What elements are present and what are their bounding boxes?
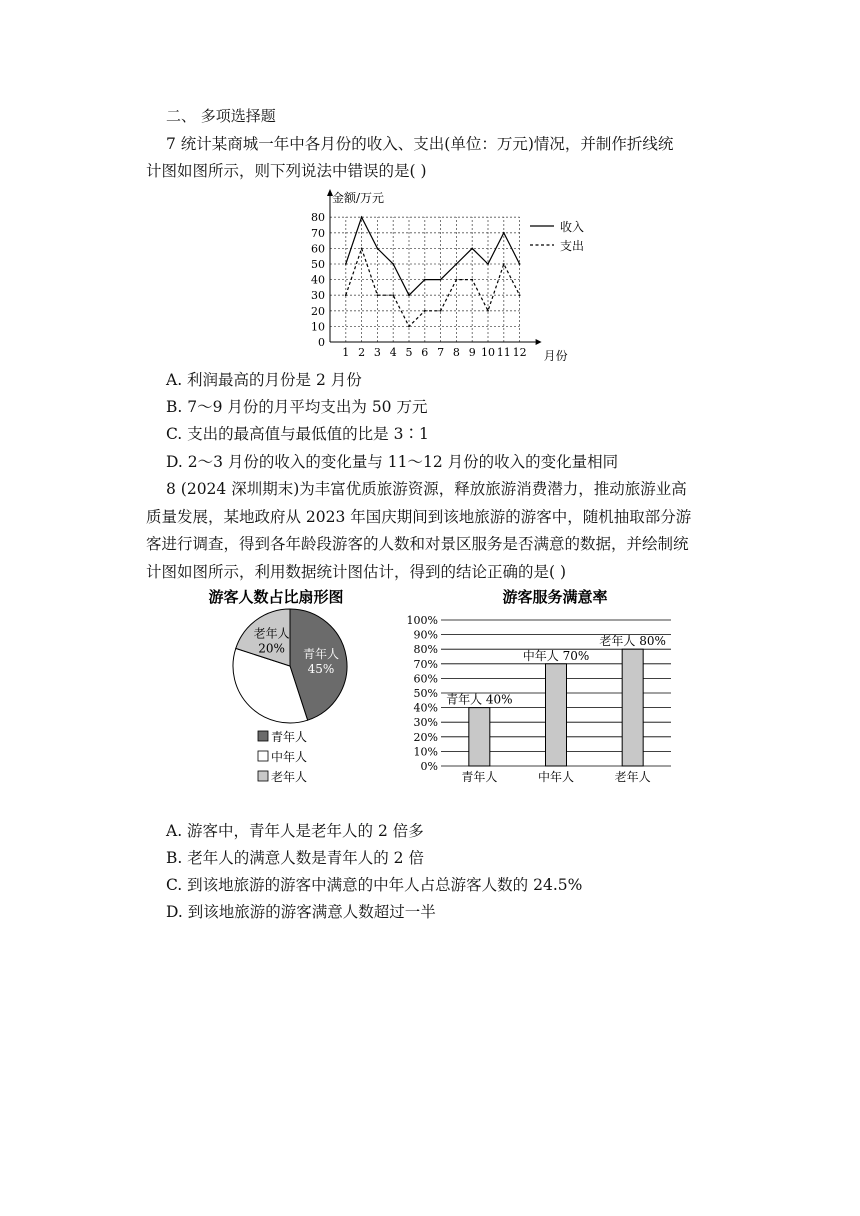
y-tick-label: 60% xyxy=(413,672,438,686)
data-point xyxy=(392,294,394,296)
y-tick-label: 30% xyxy=(413,716,438,730)
legend-label: 支出 xyxy=(560,239,585,253)
q8-stem-line-3: 客进行调查，得到各年龄段游客的人数和对景区服务是否满意的数据，并绘制统 xyxy=(146,535,689,553)
bar-title: 游客服务满意率 xyxy=(502,588,608,606)
bar-data-label: 中年人 70% xyxy=(522,648,590,663)
y-tick-label: 0% xyxy=(420,760,438,773)
section-title: 二、 多项选择题 xyxy=(166,107,276,125)
pie-slice-percent: 20% xyxy=(258,641,285,656)
data-point xyxy=(503,232,505,234)
legend-label: 中年人 xyxy=(271,750,308,764)
x-tick-label: 4 xyxy=(389,346,397,359)
x-tick-label: 10 xyxy=(481,346,495,359)
y-tick-label: 100% xyxy=(406,614,438,627)
q7-option-c: C. 支出的最高值与最低值的比是 3∶1 xyxy=(166,425,429,443)
data-point xyxy=(440,310,442,312)
data-point xyxy=(408,326,410,328)
data-point xyxy=(471,279,473,281)
data-point xyxy=(392,263,394,265)
x-axis-arrow xyxy=(536,339,542,345)
data-point xyxy=(456,263,458,265)
y-tick-label: 40 xyxy=(311,273,325,287)
data-point xyxy=(519,263,521,265)
data-point xyxy=(424,279,426,281)
y-tick-label: 80% xyxy=(413,643,438,657)
pie-slice-percent: 45% xyxy=(307,662,335,677)
data-point xyxy=(487,310,489,312)
q7-option-d: D. 2～3 月份的收入的变化量与 11～12 月份的收入的变化量相同 xyxy=(166,453,619,471)
x-tick-label: 7 xyxy=(437,346,445,359)
q8-stem-line-4: 计图如图所示，利用数据统计图估计，得到的结论正确的是( ) xyxy=(146,563,567,581)
q8-option-b: B. 老年人的满意人数是青年人的 2 倍 xyxy=(166,849,424,867)
x-tick-label: 11 xyxy=(496,346,511,359)
pie-slice-name: 老年人 xyxy=(253,626,290,641)
y-tick-label: 60 xyxy=(311,242,325,256)
series-line-expense xyxy=(346,248,520,326)
legend-label: 老年人 xyxy=(271,770,308,784)
y-tick-label: 40% xyxy=(413,701,438,715)
data-point xyxy=(456,279,458,281)
y-tick-label: 90% xyxy=(413,628,438,642)
y-axis-label: 金额/万元 xyxy=(332,191,385,205)
y-tick-label: 70 xyxy=(311,226,325,240)
bar-2 xyxy=(622,649,643,766)
x-tick-label: 3 xyxy=(373,346,381,359)
y-tick-label: 80 xyxy=(311,211,325,225)
data-point xyxy=(345,294,347,296)
legend-swatch xyxy=(258,751,268,761)
x-tick-label: 12 xyxy=(512,346,527,359)
pie-slice-name: 青年人 xyxy=(302,647,339,662)
data-point xyxy=(345,263,347,265)
legend-swatch xyxy=(258,771,268,781)
x-tick-label: 1 xyxy=(342,346,350,359)
y-tick-label: 20 xyxy=(311,304,325,318)
data-point xyxy=(503,263,505,265)
y-tick-label: 20% xyxy=(413,730,438,744)
x-axis-label: 月份 xyxy=(543,349,568,363)
legend-label: 青年人 xyxy=(271,730,308,744)
x-tick-label: 老年人 xyxy=(614,770,651,784)
y-tick-label: 30 xyxy=(311,289,325,303)
satisfaction-bar-chart xyxy=(395,584,685,794)
data-point xyxy=(361,216,363,218)
x-tick-label: 8 xyxy=(452,346,460,359)
q8-option-d: D. 到该地旅游的游客满意人数超过一半 xyxy=(166,903,436,921)
data-point xyxy=(487,263,489,265)
q7-option-b: B. 7～9 月份的月平均支出为 50 万元 xyxy=(166,398,428,416)
x-tick-label: 5 xyxy=(405,346,413,359)
y-tick-label: 50% xyxy=(413,687,438,700)
series-line-income xyxy=(346,217,520,295)
data-point xyxy=(440,279,442,281)
bar-0 xyxy=(469,708,490,766)
q8-stem-line-1: 8 (2024 深圳期末)为丰富优质旅游资源，释放旅游消费潜力，推动旅游业高 xyxy=(166,480,687,498)
q8-option-c: C. 到该地旅游的游客中满意的中年人占总游客人数的 24.5% xyxy=(166,876,583,894)
data-point xyxy=(361,248,363,250)
legend-label: 收入 xyxy=(560,220,585,234)
q8-stem-line-2: 质量发展，某地政府从 2023 年国庆期间到该地旅游的游客中，随机抽取部分游 xyxy=(146,508,692,526)
data-point xyxy=(408,294,410,296)
bar-data-label: 青年人 40% xyxy=(446,692,513,707)
q7-stem-line-1: 7 统计某商城一年中各月份的收入、支出(单位：万元)情况，并制作折线统 xyxy=(166,135,674,153)
y-tick-label: 70% xyxy=(413,657,438,671)
income-expense-line-chart xyxy=(290,186,610,364)
q7-stem-line-2: 计图如图所示，则下列说法中错误的是( ) xyxy=(146,162,427,180)
q8-option-a: A. 游客中，青年人是老年人的 2 倍多 xyxy=(166,822,424,840)
y-tick-label: 50 xyxy=(311,258,325,271)
bar-data-label: 老年人 80% xyxy=(599,634,666,649)
x-tick-label: 6 xyxy=(421,346,429,359)
data-point xyxy=(471,248,473,250)
y-tick-label: 10 xyxy=(311,320,325,334)
data-point xyxy=(377,248,379,250)
x-tick-label: 9 xyxy=(468,346,476,359)
data-point xyxy=(377,294,379,296)
x-tick-label: 青年人 xyxy=(461,770,498,784)
data-point xyxy=(424,310,426,312)
x-tick-label: 中年人 xyxy=(537,770,575,784)
y-tick-label: 10% xyxy=(413,745,438,759)
pie-title: 游客人数占比扇形图 xyxy=(208,588,344,606)
bar-1 xyxy=(546,664,567,766)
y-tick-label: 0 xyxy=(318,336,325,349)
data-point xyxy=(519,294,521,296)
legend-swatch xyxy=(258,731,268,741)
q7-option-a: A. 利润最高的月份是 2 月份 xyxy=(166,371,362,389)
visitor-share-pie-chart xyxy=(190,584,390,794)
x-tick-label: 2 xyxy=(358,346,366,359)
